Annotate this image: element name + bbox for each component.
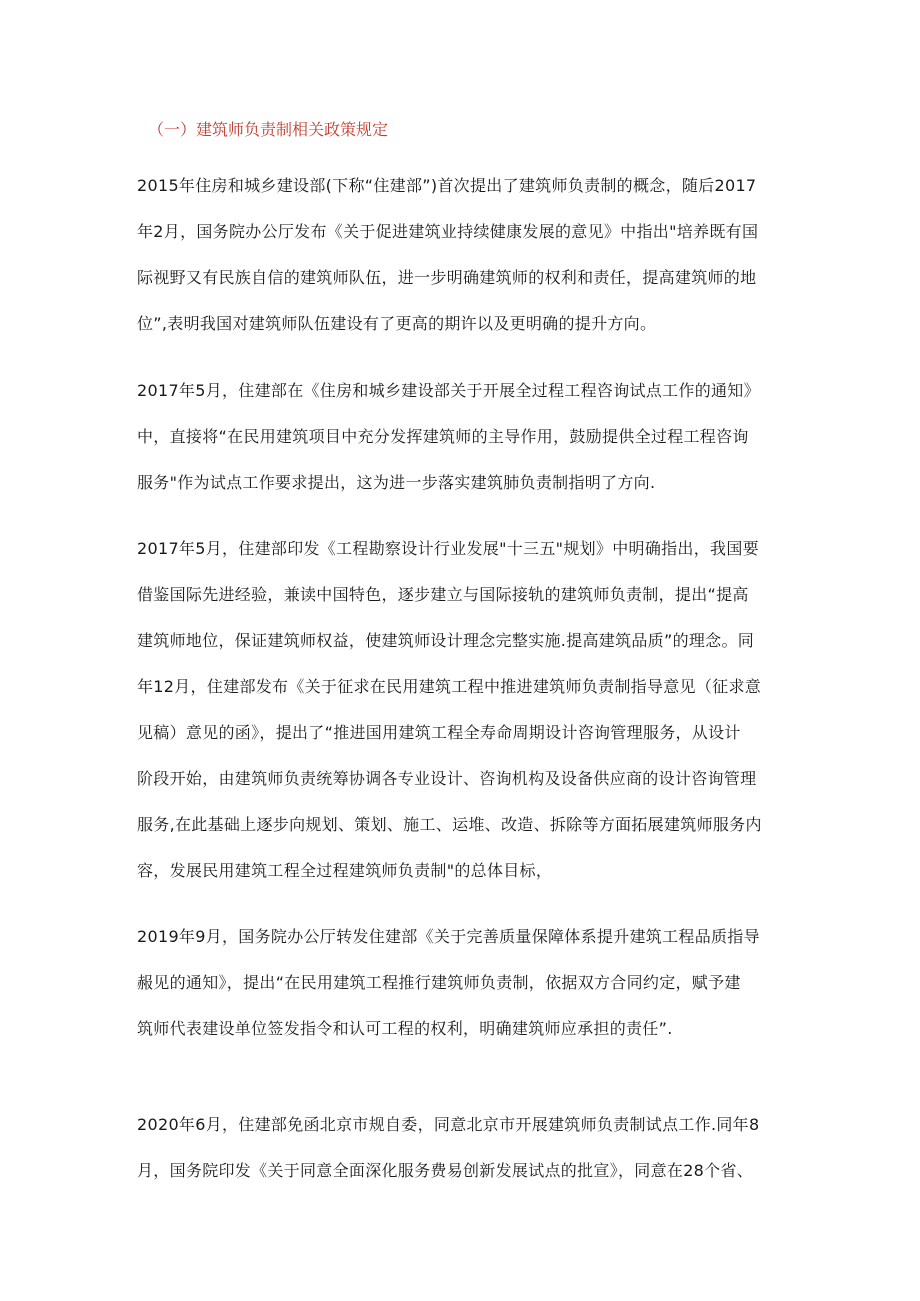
paragraph: [137, 914, 787, 1052]
paragraph-line: 筑师代表建设单位签发指令和认可工程的权利，明确建筑师应承担的责任”.: [137, 1019, 673, 1038]
paragraph-line: 年2月，国务院办公厅发布《关于促进建筑业持续健康发展的意见》中指出"培养既有国: [137, 222, 759, 241]
paragraph: [137, 526, 787, 894]
paragraph-line: 位”,表明我国对建筑师队伍建设有了更高的期许以及更明确的提升方向。: [137, 314, 657, 333]
paragraph-line: 服务"作为试点工作要求提出，这为进一步落实建筑肺负责制指明了方向.: [137, 473, 656, 492]
paragraph-line: 借鉴国际先进经验，兼读中国特色，逐步建立与国际接轨的建筑师负责制，提出“提高: [137, 585, 749, 604]
paragraph-line: 2017年5月，住建部印发《工程勘察设计行业发展"十三五"规划》中明确指出，我国要: [137, 539, 759, 558]
paragraph: [137, 368, 787, 506]
paragraph-line: 见稿）意见的函》，提出了“推进国用建筑工程全寿命周期设计咨询管理服务，从设计: [137, 723, 741, 742]
paragraph-line: 2015年住房和城乡建设部(下称“住建部”)首次提出了建筑师负责制的概念，随后2017: [137, 176, 757, 195]
paragraph-line: 阶段开始，由建筑师负责统筹协调各专业设计、咨询机构及设备供应商的设计咨询管理: [137, 769, 757, 788]
paragraph-line: 赧见的通知》，提出“在民用建筑工程推行建筑师负责制，依据双方合同约定，赋予建: [137, 973, 741, 992]
section-heading: （一）建筑师负责制相关政策规定: [148, 120, 389, 139]
paragraph-line: 月，国务院印发《关于同意全面深化服务费易创新发展试点的批宣》，同意在28个省、: [137, 1161, 754, 1180]
paragraph-line: 容，发展民用建筑工程全过程建筑师负责制"的总体目标，: [137, 861, 553, 880]
paragraph: [137, 1102, 787, 1194]
paragraph-line: 年12月，住建部发布《关于征求在民用建筑工程中推进建筑师负责制指导意见（征求意: [137, 677, 762, 696]
paragraph-line: 服务,在此基础上逐步向规划、策划、施工、运堆、改造、拆除等方面拓展建筑师服务内: [137, 815, 762, 834]
paragraph-line: 2017年5月，住建部在《住房和城乡建设部关于开展全过程工程咨询试点工作的通知》: [137, 381, 760, 400]
paragraph-line: 际视野又有民族自信的建筑师队伍，进一步明确建筑师的权利和责任，提高建筑师的地: [137, 268, 757, 287]
paragraph-line: 2019年9月，国务院办公厅转发住建部《关于完善质量保障体系提升建筑工程品质指导: [137, 927, 760, 946]
paragraph: [137, 163, 787, 347]
paragraph-line: 建筑师地位，保证建筑师权益，使建筑师设计理念完整实施.提高建筑品质”的理念。同: [137, 631, 755, 650]
paragraph-line: 中，直接将“在民用建筑项目中充分发挥建筑师的主导作用，鼓励提供全过程工程咨询: [137, 427, 749, 446]
paragraph-line: 2020年6月，住建部免函北京市规自委，同意北京市开展建筑师负责制试点工作.同年8: [137, 1115, 760, 1134]
